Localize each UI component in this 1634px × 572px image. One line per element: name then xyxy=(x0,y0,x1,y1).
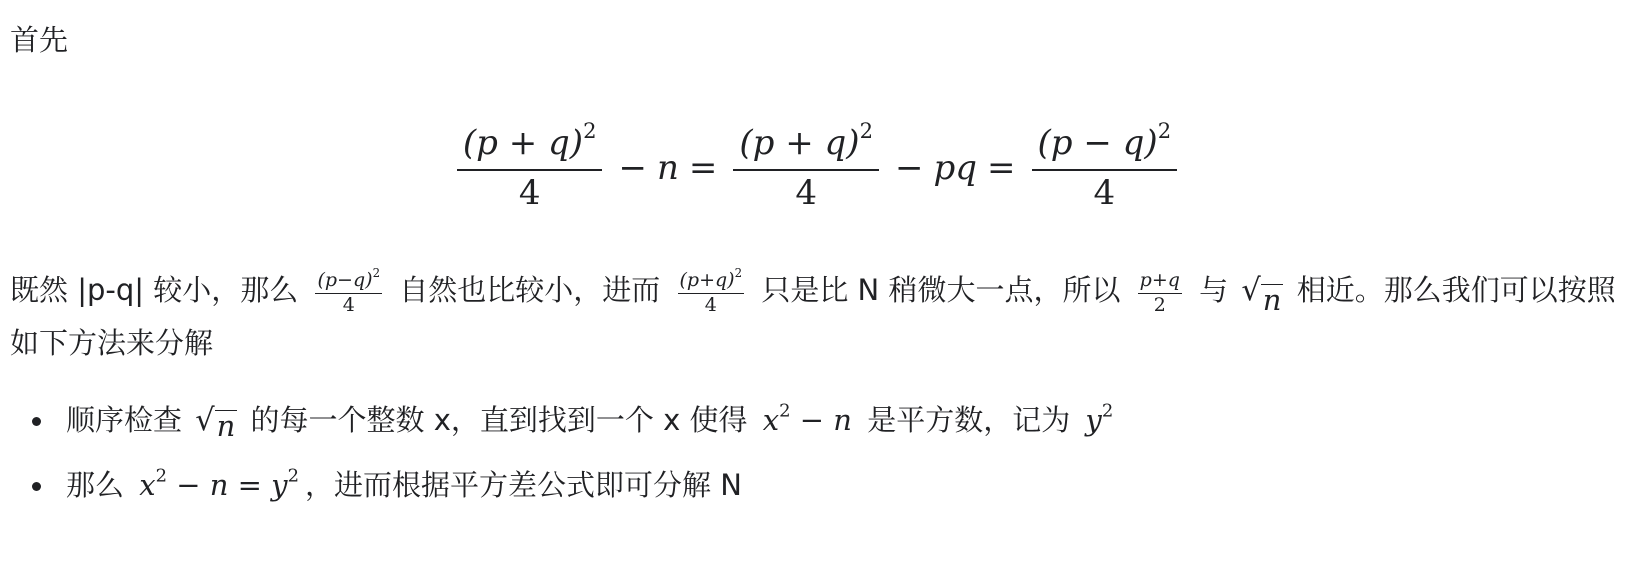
inline-fraction-1-numerator: (p−q) xyxy=(317,268,373,291)
inline-fraction-1 xyxy=(315,265,382,316)
fraction-1-denominator: 4 xyxy=(518,173,541,213)
fraction-1 xyxy=(457,118,603,213)
square-root-n xyxy=(1241,265,1283,317)
radicand: n xyxy=(1262,283,1282,318)
inline-fraction-2-exponent: 2 xyxy=(734,265,743,280)
exponent: 2 xyxy=(155,465,168,487)
paragraph-text-5: 相近。那么我们可以按照如下方法来分解 xyxy=(10,273,1616,360)
equals-sign-2: = xyxy=(987,148,1016,188)
fraction-2-exponent: 2 xyxy=(859,118,873,144)
fraction-2 xyxy=(733,118,879,213)
bullet-2-text-2: ，进而根据平方差公式即可分解 N xyxy=(305,468,742,502)
variable-x: x xyxy=(762,403,780,437)
inline-fraction-2-numerator: (p+q) xyxy=(679,268,735,291)
equals-sign-1: = xyxy=(688,148,718,188)
list-item xyxy=(28,398,1119,443)
list-item xyxy=(28,463,1119,507)
minus-n-equals-y: − n = y xyxy=(167,468,288,502)
display-equation xyxy=(0,112,1634,224)
bullet-1-text-3: 是平方数，记为 xyxy=(867,403,1071,437)
fraction-3-numerator: (p − q) xyxy=(1037,123,1158,163)
inline-fraction-3-numerator: p+q xyxy=(1138,269,1182,294)
fraction-2-numerator: (p + q) xyxy=(739,123,860,163)
bullet-1-text-1: 顺序检查 xyxy=(66,403,183,437)
method-bullet-list xyxy=(28,398,1119,527)
fraction-3 xyxy=(1032,118,1178,213)
expression-x2-minus-n-equals-y2 xyxy=(139,465,299,502)
inline-fraction-2 xyxy=(678,265,745,316)
paragraph-text-2: 自然也比较小，进而 xyxy=(399,273,661,307)
fraction-3-denominator: 4 xyxy=(1093,173,1116,213)
bullet-2-text-1: 那么 xyxy=(66,468,125,502)
radical-sign: √ xyxy=(1241,273,1261,308)
exponent: 2 xyxy=(779,400,791,422)
fraction-1-numerator: (p + q) xyxy=(462,123,584,163)
fraction-1-exponent: 2 xyxy=(583,118,597,144)
inline-fraction-3-denominator: 2 xyxy=(1153,293,1166,316)
variable-y: y xyxy=(1085,403,1102,437)
inline-fraction-2-denominator: 4 xyxy=(704,293,717,316)
radical-sign: √ xyxy=(195,403,215,438)
minus-sign-2: − xyxy=(894,148,924,188)
inline-fraction-1-exponent: 2 xyxy=(372,265,381,280)
radicand: n xyxy=(216,409,236,444)
paragraph-text-4: 与 xyxy=(1199,273,1229,307)
minus-sign-1: − xyxy=(618,148,647,188)
fraction-2-denominator: 4 xyxy=(795,173,817,213)
explanation-paragraph xyxy=(10,264,1630,369)
fraction-3-exponent: 2 xyxy=(1157,118,1172,144)
minus-n: − n xyxy=(790,403,852,437)
square-root-n xyxy=(195,399,237,443)
exponent: 2 xyxy=(287,465,299,487)
paragraph-text-1: 既然 |p-q| 较小，那么 xyxy=(10,273,299,307)
exponent: 2 xyxy=(1101,400,1114,422)
expression-x2-minus-n xyxy=(762,400,852,437)
bullet-1-text-2: 的每一个整数 x，直到找到一个 x 使得 xyxy=(250,403,748,437)
expression-y2 xyxy=(1085,400,1114,437)
variable-x: x xyxy=(139,468,156,502)
inline-fraction-1-denominator: 4 xyxy=(342,293,355,316)
variable-pq: pq xyxy=(933,148,978,188)
intro-text: 首先 xyxy=(10,23,69,57)
paragraph-text-3: 只是比 N 稍微大一点，所以 xyxy=(761,273,1121,307)
variable-n: n xyxy=(656,148,679,188)
inline-fraction-3 xyxy=(1138,269,1182,316)
